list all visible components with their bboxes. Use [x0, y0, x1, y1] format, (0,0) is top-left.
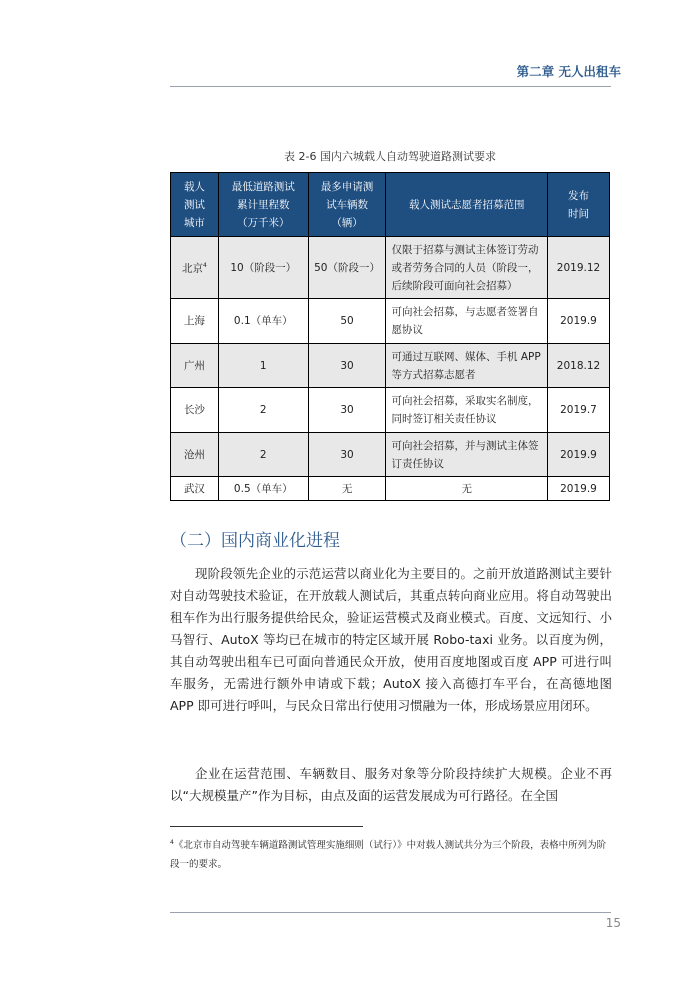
cell-vehicles: 50 [308, 299, 386, 344]
cell-mileage: 0.1（单车） [218, 299, 308, 344]
body-paragraph: 现阶段领先企业的示范运营以商业化为主要目的。之前开放道路测试主要针对自动驾驶技术验证，在开放载人测试后，其重点转向商业应用。将自动驾驶出租车作为出行服务提供给民众，验证运营模式及商业模式。百度、文远知行、小马智行、AutoX 等均已在城市的特定区域开展 Robo-taxi 业务。以百度为例，其自动驾驶出租车已可面向普通民众开放，使用百度地图或百度 APP 可进行叫车服务，无需进行额外申请或下载；AutoX 接入高德打车平台，在高德地图 APP 即可进行呼叫，与民众日常出行使用习惯融为一体，形成场景应用闭环。 [170, 566, 612, 713]
footnote-ref: 4 [203, 262, 207, 270]
table-caption: 表 2-6 国内六城载人自动驾驶道路测试要求 [284, 150, 496, 163]
section-heading: （二）国内商业化进程 [170, 531, 340, 551]
col-header-mileage: 最低道路测试 累计里程数 （万千米） [218, 173, 308, 237]
table-row [171, 237, 610, 299]
cell-date: 2019.7 [547, 388, 609, 433]
cell-date: 2019.12 [547, 237, 609, 299]
cell-scope: 仅限于招募与测试主体签订劳动或者劳务合同的人员（阶段一，后续阶段可面向社会招募） [386, 237, 548, 299]
cell-city: 武汉 [171, 477, 219, 501]
cell-vehicles: 无 [308, 477, 386, 501]
cell-city: 长沙 [171, 388, 219, 433]
body-paragraph: 企业在运营范围、车辆数目、服务对象等分阶段持续扩大规模。企业不再以“大规模量产”作为目标，由点及面的运营发展成为可行路径。在全国 [170, 766, 612, 803]
col-header-city: 载人 测试 城市 [171, 173, 219, 237]
cell-date: 2019.9 [547, 299, 609, 344]
cell-vehicles: 30 [308, 388, 386, 433]
cell-scope: 可向社会招募，并与测试主体签订责任协议 [386, 433, 548, 477]
cell-mileage: 0.5（单车） [218, 477, 308, 501]
cell-city: 上海 [171, 299, 219, 344]
table-row [171, 299, 610, 344]
footnote-rule [170, 826, 363, 827]
col-header-scope: 载人测试志愿者招募范围 [386, 173, 548, 237]
cell-city: 北京$^4$ [171, 237, 219, 299]
table-row [171, 344, 610, 388]
cell-mileage: 2 [218, 433, 308, 477]
page-number: 15 [605, 916, 621, 930]
cell-vehicles: 50（阶段一） [308, 237, 386, 299]
test-requirements-table [170, 172, 610, 501]
chapter-header: 第二章 无人出租车 [516, 64, 621, 79]
footer-rule [170, 912, 611, 913]
table-row [171, 477, 610, 501]
footnote-text: 《北京市自动驾驶车辆道路测试管理实施细则（试行）》中对载人测试共分为三个阶段，表格中所列为阶段一的要求。 [170, 840, 607, 871]
table-row [171, 388, 610, 433]
cell-scope: 无 [386, 477, 548, 501]
cell-city: 沧州 [171, 433, 219, 477]
cell-date: 2019.9 [547, 433, 609, 477]
cell-mileage: 2 [218, 388, 308, 433]
cell-mileage: 10（阶段一） [218, 237, 308, 299]
cell-scope: 可向社会招募，与志愿者签署自愿协议 [386, 299, 548, 344]
col-header-vehicles: 最多申请测 试车辆数 （辆） [308, 173, 386, 237]
cell-scope: 可通过互联网、媒体、手机 APP 等方式招募志愿者 [386, 344, 548, 388]
footnote [170, 833, 612, 874]
cell-mileage: 1 [218, 344, 308, 388]
table-row [171, 433, 610, 477]
cell-vehicles: 30 [308, 433, 386, 477]
cell-date: 2018.12 [547, 344, 609, 388]
footnote-mark: 4 [170, 839, 174, 846]
cell-vehicles: 30 [308, 344, 386, 388]
cell-city: 广州 [171, 344, 219, 388]
header-rule [170, 86, 611, 87]
cell-scope: 可向社会招募，采取实名制度，同时签订相关责任协议 [386, 388, 548, 433]
cell-date: 2019.9 [547, 477, 609, 501]
col-header-date: 发布 时间 [547, 173, 609, 237]
